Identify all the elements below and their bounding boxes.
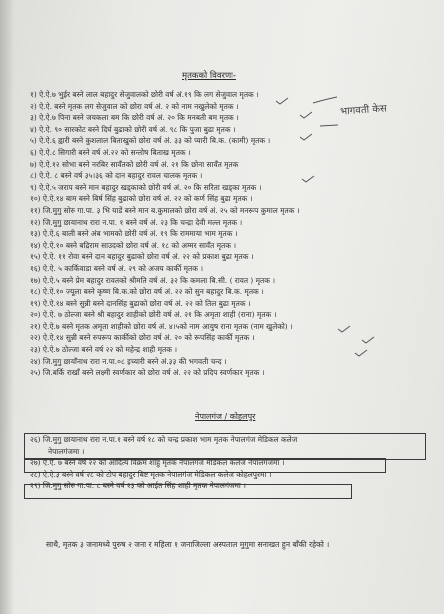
list-item: ५) ऐ.ऐ.६ ह्वारी बस्ने कुशलाल बिताखुको छोरा वर्ष अं. ३३ को प्यारी बि.क. (कामी) मृतक ।	[30, 136, 271, 146]
document-title: मृतकको विवरणः-	[182, 71, 236, 81]
list-item: २५) जि.बर्कि राखाँ बस्ने लक्ष्मी स्वर्णकार को छोरा वर्ष अं. २२ को प्रदिप स्वर्णकार मृतक ।	[30, 368, 265, 378]
list-item: २४) जि.मुगु छायाँनाथ रारा न.पा.०८ इच्यारी बस्ने अं.३३ की भगवती चन्द ।	[30, 356, 227, 366]
closing-note: साथै, मृतक ३ जनामध्ये पुरुष २ जना र महिला १ जनाजिल्ला अस्पताल मुगुमा सनाखत हुन बाँकी रहेको ।	[46, 540, 330, 549]
list-item: १८) ऐ.ऐ.१० ज्यूला बस्ने कृष्ण बि.क.को छोरा वर्ष अं. २२ को सुन बहादुर बि.क. मृतक ।	[30, 287, 264, 297]
section-heading: नेपालगंज / कोहलपुर	[195, 412, 256, 421]
list-item: २०) ऐ.ऐ. ७ ठोल्जा बस्ने श्री बहादुर शाहीको छोरी वर्ष अं. २१ कि अमृता शाही (राना) मृतक ।	[30, 310, 277, 320]
list-item: ९) ऐ.ऐ.५ जराप बस्ने मान बहादुर खड्काको छोरी वर्ष अं. २० कि सरिता खड्का मृतक ।	[30, 182, 262, 192]
list-item: २६) जि.मुगु छायानाथ रारा न.पा.१ बस्ने वर्ष १८ को चन्द्र प्रकाश भाम मृतक नेपालगंज मेडिकल कलेज	[30, 435, 298, 444]
list-item: ७) ऐ.ऐ.१२ सोभा बस्ने नरबिर सावँतको छोरी वर्ष अं. २१ कि छोना सावँत मृतक	[30, 159, 239, 169]
list-item: ८) ऐ.ऐ. ८ बस्ने वर्ष ३५।३६ को दान बहादुर रावल चालक मृतक ।	[30, 171, 203, 181]
list-item: ११) जि.मुगु सोरु गा.पा. ३ भि याडें बस्ने मान ब.कुमालको छोरा वर्ष अं. २५ को मनरूप कुमाल मृतक ।	[30, 205, 300, 215]
list-item: २८) ऐ.ऐ.३ बस्ने वर्ष २८ को टोप बहादुर बिष्ट मृतक नेपालगंज मेडिकल कलेज कोहलपुरमा ।	[30, 469, 272, 479]
list-item: १२) जि.मुगु छायानाथ रारा न.पा. १ बस्ने वर्ष अं. २३ कि चन्द्रा देवी मल्ल मृतक ।	[30, 217, 243, 227]
list-item: १४) ऐ.ऐ.१० बस्ने बद्रिराम साउदको छोरा वर्ष अं. १८ को अम्मर सावँत मृतक ।	[30, 240, 237, 250]
deceased-list	[30, 89, 420, 379]
list-item: २३) ऐ.ऐ.७ ठोल्जा बस्ने वर्ष २२ को महेन्द्र शाही मृतक ।	[30, 345, 178, 355]
list-item: २२) ऐ.ऐ.१४ सुन्नी बस्ने रुपरूप कार्कीको छोरा वर्ष अं. २० को रूपसिंह कार्की मृतक ।	[30, 333, 255, 343]
list-item: २९) जि.मुगु सोरु गा.पा. ८ बस्ने वर्ष २३ को आईत सिंह शाही मृतक नेपालगंजमा ।	[30, 481, 246, 491]
list-item: ६) ऐ.ऐ.८ सिगारी बस्ने वर्ष अं.२२ को सन्तोष बिताख मृतक ।	[30, 147, 191, 157]
list-item: १९) ऐ.ऐ.१४ बस्ने सुन्नी बस्ने दानसिंह बुढाको छोरा वर्ष अं. २२ को तिल बुढा मृतक ।	[30, 298, 251, 308]
list-item: १) ऐ.ऐ.७ भुईर बस्ने लाल बहादुर सेजुवालको छोरी वर्ष अं.१९ कि लग सेजुवाल मृतक ।	[30, 90, 259, 99]
list-item: ४) ऐ.ऐ. ९० सारकोट बस्ने दिर्घ बुढाको छोरी वर्ष अं. ९८ कि पुजा बुढा मृतक ।	[30, 124, 236, 134]
list-item: २१) ऐ.ऐ.७ बस्ने मृतक अमृता शाहीको छोरा वर्ष अं. ४।५को नाम आयुष राना मृतक (नाम खुलेको) ।	[30, 321, 293, 331]
list-item: २) ऐ.ऐ. बस्ने मृतक लग सेजुवाल को छोरा वर्ष अं. २ को नाम नखुलेको मृतक ।	[30, 101, 239, 111]
list-item: १५) ऐ.ऐ. ११ रोवा बस्ने दान बहादुर बुढाको छोरा वर्ष अं. २२ को प्रकाश बुढा मृतक ।	[30, 252, 254, 262]
nepalgunj-list	[30, 434, 426, 492]
list-item: १३) ऐ.ऐ.६ बाली बस्ने अंब भामको छोरी वर्ष अं. १९ कि राममाया भाम मृतक ।	[30, 229, 238, 239]
list-item-continuation: नेपालगंजमा ।	[48, 446, 85, 456]
list-item: ३) ऐ.ऐ.७ पिना बस्ने जयकला बम कि छोरी वर्ष अं. २० कि मनबती बम मृतक ।	[30, 113, 239, 123]
list-item: २७) ऐ.ऐ. ७ बस्ने वर्ष २२ को आदित्य विक्रम शाहु मृतक नेपालगंज मेडिकल कलेज नेपालगंजमा ।	[30, 458, 285, 468]
list-item: १०) ऐ.ऐ.१४ बाम बस्ने बिर्ष सिंह बुढाको छोरा वर्ष अं. २२ को कर्ण सिंह बुढा मृतक ।	[30, 194, 253, 204]
list-item: १६) ऐ.ऐ. ५ कार्किवाडा बस्ने वर्ष अं. २९ को अजय कार्की मृतक ।	[30, 263, 204, 273]
page-edge-shadow	[0, 0, 14, 614]
list-item: १७) ऐ.ऐ.५ बस्ने प्रेम बहादुर रावतको श्रीमति वर्ष अं. ३२ कि कमला बि.सी. ( रावत ) मृतक ।	[30, 275, 276, 285]
handwritten-note: भागवती केस	[339, 103, 388, 118]
